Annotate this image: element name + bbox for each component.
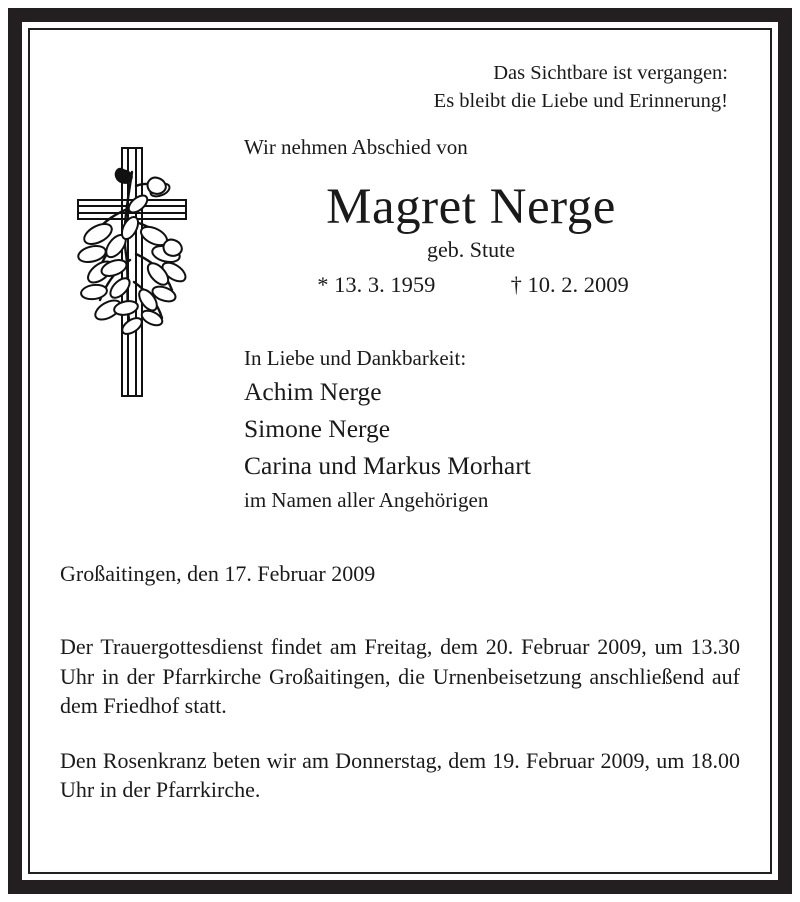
deceased-maiden-name: geb. Stute (427, 237, 515, 263)
death-date: † 10. 2. 2009 (510, 272, 629, 298)
main-column (244, 134, 748, 514)
farewell-lead: Wir nehmen Abschied von (244, 134, 468, 159)
motto-line-1: Das Sichtbare ist vergangen: (493, 62, 728, 84)
place-and-date: Großaitingen, den 17. Februar 2009 (60, 560, 376, 586)
notice-sheet (30, 30, 770, 872)
mourner-name: Simone Nerge (244, 413, 391, 443)
birth-date: * 13. 3. 1959 (317, 272, 436, 298)
lower-section (52, 560, 748, 805)
motto (52, 60, 748, 116)
inner-border (28, 28, 772, 874)
mourner-name: Achim Nerge (244, 376, 382, 406)
body-area (52, 134, 748, 514)
deceased-name: Magret Nerge (326, 179, 616, 235)
motto-line-2: Es bleibt die Liebe und Erinnerung! (433, 89, 728, 112)
funeral-service-text: Der Trauergottesdienst findet am Freitag, dem 20. Februar 2009, um 13.30 Uhr in der Pfarrkirche Großaitingen, die Urnenbeisetzung anschließend auf dem Friedhof statt. (60, 634, 740, 718)
deceased-dates (244, 271, 738, 298)
mourners-footer: im Namen aller Angehörigen (244, 488, 489, 513)
outer-border (8, 8, 792, 894)
mourners-lead: In Liebe und Dankbarkeit: (244, 346, 467, 371)
rosary-text: Den Rosenkranz beten wir am Donnerstag, dem 19. Februar 2009, um 18.00 Uhr in der Pfarrkirche. (60, 748, 740, 803)
mourners-block (244, 345, 738, 513)
mourner-name: Carina und Markus Morhart (244, 450, 531, 480)
cross-with-roses-icon (70, 142, 210, 412)
